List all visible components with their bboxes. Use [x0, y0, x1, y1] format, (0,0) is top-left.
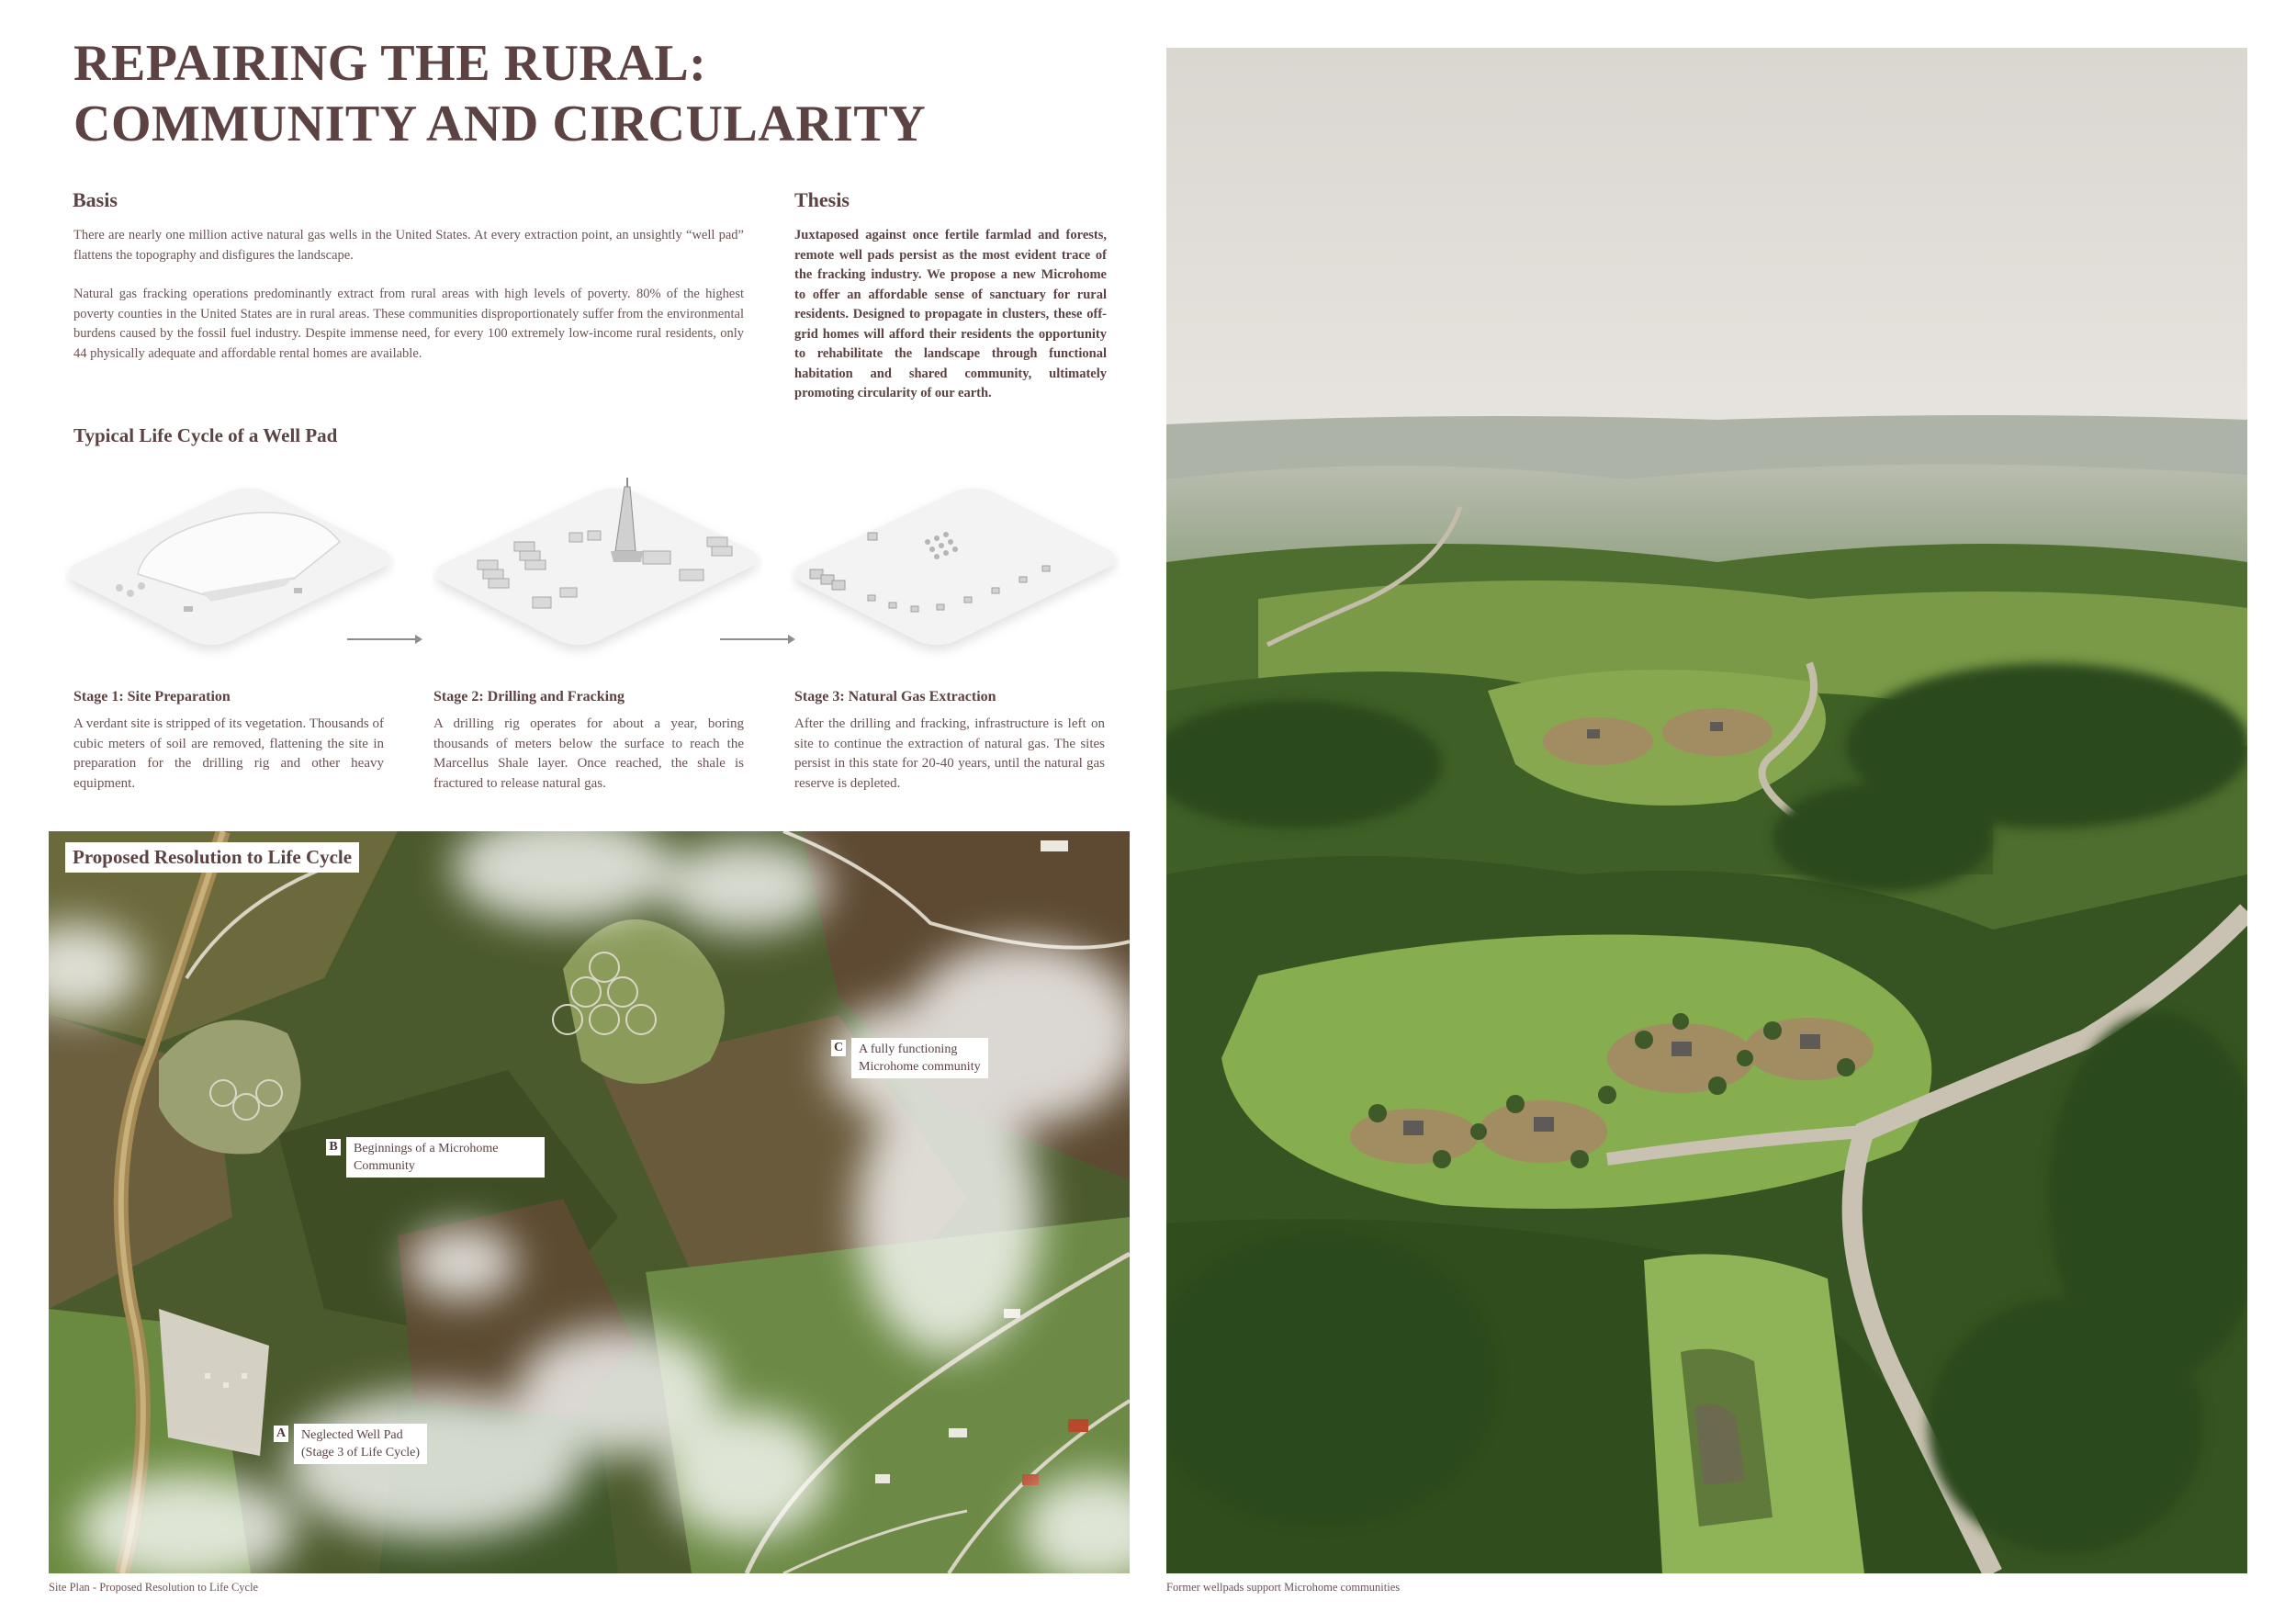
callout-b-label [346, 1137, 545, 1178]
stage-1-illustration [64, 478, 395, 661]
callout-a-letter: A [274, 1426, 288, 1442]
callout-c-line-2: Microhome community [859, 1060, 981, 1074]
callout-a-line-1: Neglected Well Pad [301, 1428, 403, 1442]
basis-paragraph-2: Natural gas fracking operations predominantly extract from rural areas with high levels of poverty. 80% of the highest poverty counties in the United States are in rural areas. These communities disproportionately suffer from the environmental burdens caused by the fossil fuel industry. Despite immense need, for every 100 extremely low-income rural residents, only 44 physically adequate and affordable rental homes are available. [73, 287, 744, 361]
thesis-heading: Thesis [794, 188, 850, 211]
stage-2-text: A drilling rig operates for about a year, boring thousands of meters below the surface to reach the Marcellus Shale layer. Once reached, the shale is fractured to release natural gas. [433, 716, 744, 791]
stage-2-to-3-arrow [720, 638, 793, 640]
site-plan-caption: Site Plan - Proposed Resolution to Life Cycle [49, 1581, 259, 1594]
callout-a [274, 1424, 427, 1464]
callout-c [831, 1038, 988, 1078]
callout-a-label [294, 1424, 427, 1464]
callout-c-line-1: A fully functioning [859, 1043, 958, 1056]
thesis-text: Juxtaposed against once fertile farmlad and forests, remote well pads persist as the most evident trace of the fracking industry. We propose a new Microhome to offer an affordable sense of sanctuary for rural residents. Designed to propagate in clusters, these off-grid homes will afford their residents the opportunity to rehabilitate the landscape through functional habitation and shared community, ultimately promoting circularity of our earth. [794, 228, 1107, 400]
callout-b-letter: B [326, 1139, 341, 1155]
stage-3-illustration [790, 478, 1120, 661]
stage-2-title: Stage 2: Drilling and Fracking [433, 689, 625, 704]
basis-heading: Basis [73, 188, 118, 211]
stage-3-title: Stage 3: Natural Gas Extraction [794, 689, 996, 704]
callout-c-label [851, 1038, 988, 1078]
aerial-photo [1166, 48, 2247, 1573]
page-title-line-1: REPAIRING THE RURAL: [73, 35, 707, 92]
stage-1-text: A verdant site is stripped of its vegetation. Thousands of cubic meters of soil are removed, flattening the site in preparation for the drilling rig and other heavy equipment. [73, 716, 385, 791]
stage-3-text: After the drilling and fracking, infrastructure is left on site to continue the extraction of natural gas. The sites persist in this state for 20-40 years, until the natural gas reserve is depleted. [794, 716, 1105, 791]
callout-b-line-1: Beginnings of a Microhome [354, 1142, 499, 1155]
aerial-rendering-image [1166, 48, 2247, 1573]
callout-a-line-2: (Stage 3 of Life Cycle) [301, 1446, 421, 1460]
page-title-line-2: COMMUNITY AND CIRCULARITY [73, 96, 927, 152]
site-plan-map [49, 831, 1130, 1573]
callout-b-line-2: Community [354, 1159, 415, 1173]
site-plan-aerial-image [49, 831, 1130, 1573]
callout-c-letter: C [831, 1040, 846, 1056]
stage-2-illustration [432, 478, 762, 661]
basis-paragraph-1: There are nearly one million active natural gas wells in the United States. At every extraction point, an unsightly “well pad” flattens the topography and disfigures the landscape. [73, 228, 744, 263]
aerial-photo-caption: Former wellpads support Microhome communities [1166, 1581, 1401, 1594]
site-plan-title: Proposed Resolution to Life Cycle [65, 842, 359, 873]
stage-1-title: Stage 1: Site Preparation [73, 689, 231, 704]
lifecycle-heading: Typical Life Cycle of a Well Pad [73, 424, 338, 446]
page-title [73, 33, 1084, 154]
stage-1-to-2-arrow [347, 638, 421, 640]
callout-b [326, 1137, 545, 1178]
